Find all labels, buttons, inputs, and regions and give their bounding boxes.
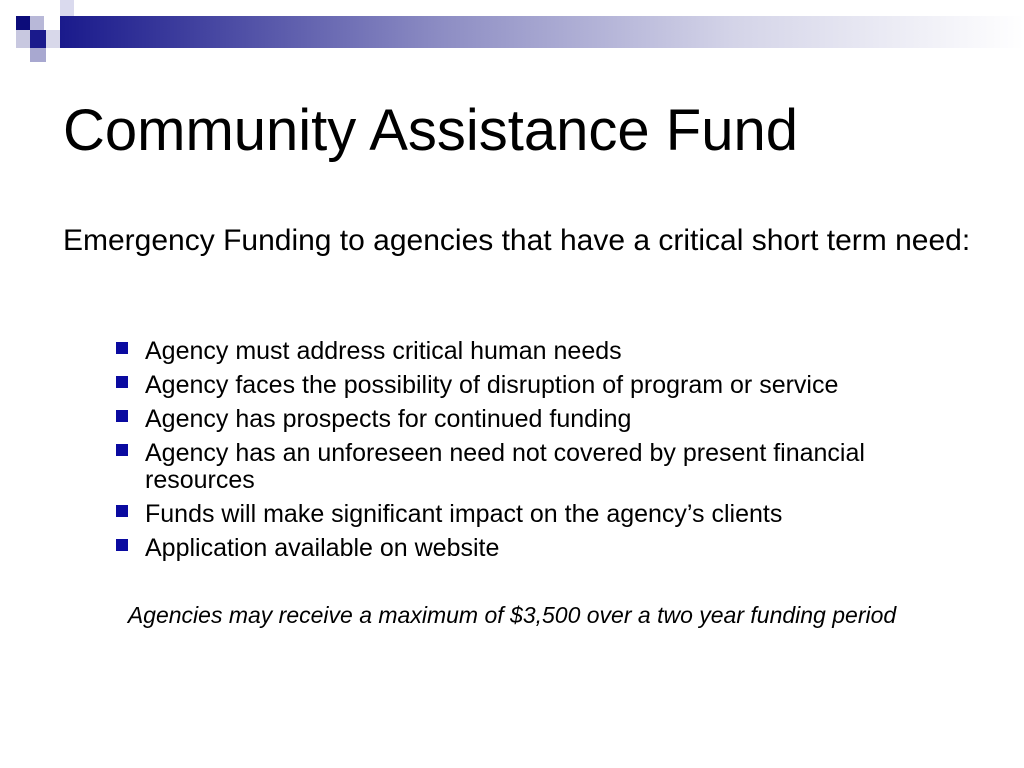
list-item [116,372,976,399]
list-item [116,338,976,365]
square-bullet-icon [116,505,128,517]
bullet-text: Agency has prospects for continued funding [145,405,632,433]
slide-title: Community Assistance Fund [63,98,798,163]
square-bullet-icon [116,539,128,551]
bullet-text: Agency must address critical human needs [145,337,622,365]
lead-paragraph: Emergency Funding to agencies that have a critical short term need: [63,224,971,257]
decor-square [30,30,46,48]
decor-square [16,16,30,30]
bullet-text: Agency faces the possibility of disruption of program or service [145,371,839,399]
list-item [116,501,976,528]
bullet-text: Funds will make significant impact on the agency’s clients [145,500,783,528]
list-item [116,440,976,494]
decor-square [16,30,30,48]
list-item [116,406,976,433]
square-bullet-icon [116,376,128,388]
funding-footnote: Agencies may receive a maximum of $3,500 over a two year funding period [127,602,897,628]
header-gradient-band [60,16,1024,48]
decor-square [30,16,44,30]
square-bullet-icon [116,410,128,422]
bullet-list [116,338,976,569]
square-bullet-icon [116,444,128,456]
decor-square [30,48,46,62]
decor-square [46,30,60,48]
bullet-text: Application available on website [145,534,500,562]
bullet-text: Agency has an unforeseen need not covered by present financial resources [145,439,865,494]
square-bullet-icon [116,342,128,354]
decor-square [60,0,74,16]
list-item [116,535,976,562]
